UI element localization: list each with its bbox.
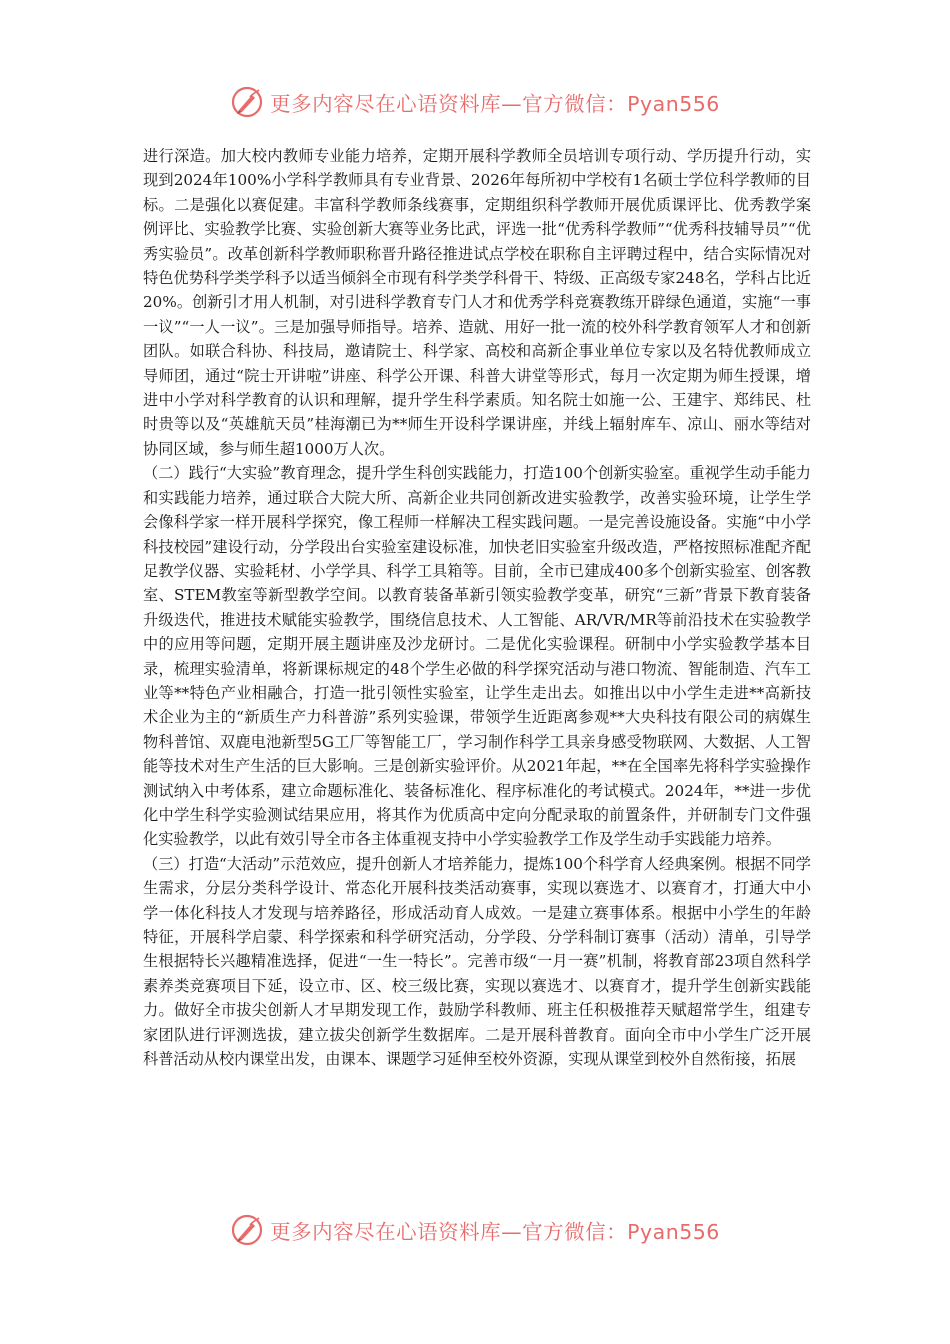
paragraph-1: 进行深造。加大校内教师专业能力培养，定期开展科学教师全员培训专项行动、学历提升行动，实现到2024年100%小学科学教师具有专业背景、2026年每所初中学校有1名硕士学位科学教师的目标。二是强化以赛促建。丰富科学教师条线赛事，定期组织科学教师开展优质课评比、优秀教学案例评比、实验教学比赛、实验创新大赛等业务比武，评选一批“优秀科学教师”“优秀科技辅导员”“优秀实验员”。改革创新科学教师职称晋升路径推进试点学校在职称自主评聘过程中，结合实际情况对特色优势科学类学科予以适当倾斜全市现有科学类学科骨干、特级、正高级专家248名，学科占比近20%。创新引才用人机制，对引进科学教育专门人才和优秀学科竞赛教练开辟绿色通道，实施“一事一议”“一人一议”。三是加强导师指导。培养、造就、用好一批一流的校外科学教育领军人才和创新团队。如联合科协、科技局，邀请院士、科学家、高校和高新企事业单位专家以及名特优教师成立导师团，通过“院士开讲啦”讲座、科学公开课、科普大讲堂等形式，每月一次定期为师生授课，增进中小学对科学教育的认识和理解，提升学生科学素质。知名院士如施一公、王建宇、郑纬民、杜时贵等以及“英雄航天员”桂海潮已为**师生开设科学课讲座，并线上辐射库车、凉山、丽水等结对协同区域，参与师生超1000万人次。 [143, 147, 811, 458]
header-banner [0, 82, 950, 122]
banner-text: 更多内容尽在心语资料库—官方微信：Pyan556 [270, 1220, 720, 1244]
paragraph-3: （三）打造“大活动”示范效应，提升创新人才培养能力，提炼100个科学育人经典案例。根据不同学生需求，分层分类科学设计、常态化开展科技类活动赛事，实现以赛选才、以赛育才，打通大中小学一体化科技人才发现与培养路径，形成活动育人成效。一是建立赛事体系。根据中小学生的年龄特征，开展科学启蒙、科学探索和科学研究活动，分学段、分学科制订赛事（活动）清单，引导学生根据特长兴趣精准选择，促进“一生一特长”。完善市级“一月一赛”机制，将教育部23项自然科学素养类竞赛项目下延，设立市、区、校三级比赛，实现以赛选才、以赛育才，提升学生创新实践能力。做好全市拔尖创新人才早期发现工作，鼓励学科教师、班主任积极推荐天赋超常学生，组建专家团队进行评测选拔，建立拔尖创新学生数据库。二是开展科普教育。面向全市中小学生广泛开展科普活动从校内课堂出发，由课本、课题学习延伸至校外资源，实现从课堂到校外自然衔接，拓展 [143, 854, 811, 1069]
footer-banner [0, 1210, 950, 1250]
pen-logo-icon [230, 1213, 264, 1247]
pen-logo-icon [230, 85, 264, 119]
paragraph-2: （二）践行“大实验”教育理念，提升学生科创实践能力，打造100个创新实验室。重视学生动手能力和实践能力培养，通过联合大院大所、高新企业共同创新改进实验教学，改善实验环境，让学生学会像科学家一样开展科学探究，像工程师一样解决工程实践问题。一是完善设施设备。实施“中小学科技校园”建设行动，分学段出台实验室建设标准，加快老旧实验室升级改造，严格按照标准配齐配足教学仪器、实验耗材、小学学具、科学工具箱等。目前，全市已建成400多个创新实验室、创客教室、STEM教室等新型教学空间。以教育装备革新引领实验教学变革，研究“三新”背景下教育装备升级迭代，推进技术赋能实验教学，围绕信息技术、人工智能、AR/VR/MR等前沿技术在实验教学中的应用等问题，定期开展主题讲座及沙龙研讨。二是优化实验课程。研制中小学实验教学基本目录，梳理实验清单，将新课标规定的48个学生必做的科学探究活动与港口物流、智能制造、汽车工业等**特色产业相融合，打造一批引领性实验室，让学生走出去。如推出以中小学生走进**高新技术企业为主的“新质生产力科普游”系列实验课，带领学生近距离参观**大央科技有限公司的病媒生物科普馆、双鹿电池新型5G工厂等智能工厂，学习制作科学工具亲身感受物联网、大数据、人工智能等技术对生产生活的巨大影响。三是创新实验评价。从2021年起，**在全国率先将科学实验操作测试纳入中考体系，建立命题标准化、装备标准化、程序标准化的考试模式。2024年，**进一步优化中学生科学实验测试结果应用，将其作为优质高中定向分配录取的前置条件，并研制专门文件强化实验教学，以此有效引导全市各主体重视支持中小学实验教学工作及学生动手实践能力培养。 [143, 464, 811, 849]
document-body [143, 144, 811, 1071]
banner-text: 更多内容尽在心语资料库—官方微信：Pyan556 [270, 92, 720, 116]
